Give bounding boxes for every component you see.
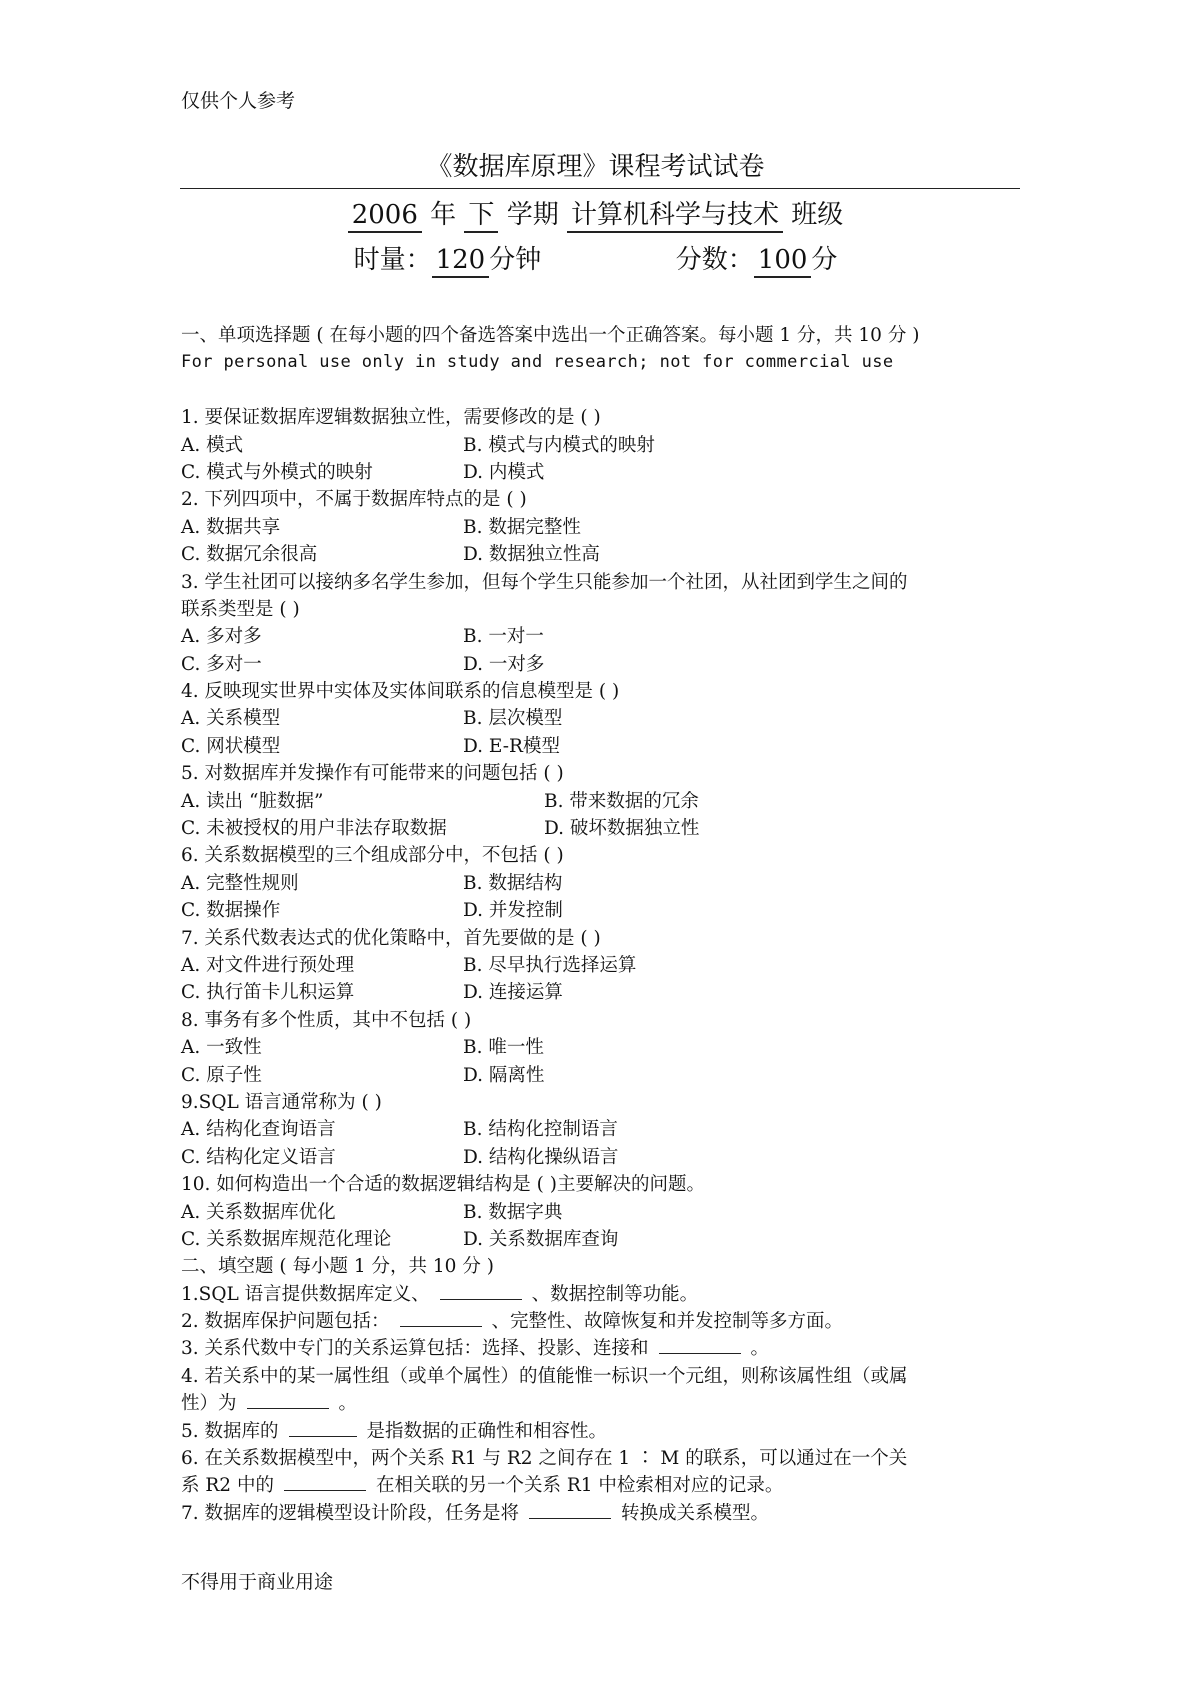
- option-b: B. 数据字典: [463, 1201, 563, 1223]
- fill-text: 3. 关系代数中专门的关系运算包括：选择、投影、连接和: [181, 1338, 649, 1360]
- section2-heading: 二、填空题 ( 每小题 1 分，共 10 分 ): [181, 1256, 494, 1278]
- title-divider: [180, 188, 1020, 189]
- year-value: 2006: [348, 201, 422, 233]
- fill-item: [181, 1308, 1021, 1335]
- option-b: B. 模式与内模式的映射: [463, 434, 655, 456]
- option-c: C. 数据冗余很高: [181, 544, 318, 566]
- question-text: 8. 事务有多个性质，其中不包括 ( ): [181, 1009, 472, 1031]
- question-text: 5. 对数据库并发操作有可能带来的问题包括 ( ): [181, 763, 564, 785]
- option-b: B. 带来数据的冗余: [544, 790, 699, 812]
- answer-blank[interactable]: [289, 1418, 357, 1437]
- option-row: [181, 651, 1021, 678]
- score-unit: 分: [811, 245, 838, 275]
- option-row: [181, 1116, 1021, 1143]
- option-d: D. 并发控制: [463, 900, 563, 922]
- fill-text: 、数据控制等功能。: [531, 1283, 699, 1305]
- header-note: 仅供个人参考: [181, 90, 296, 112]
- option-b: B. 数据结构: [463, 872, 563, 894]
- semester-value: 下: [464, 201, 498, 233]
- option-d: D. 关系数据库查询: [463, 1228, 619, 1250]
- option-b: B. 一对一: [463, 626, 544, 648]
- option-row: [181, 623, 1021, 650]
- major-value: 计算机科学与技术: [567, 201, 783, 233]
- score-value: 100: [754, 246, 812, 278]
- fill-text: 性）为: [181, 1393, 237, 1415]
- fill-text: 。: [338, 1393, 358, 1415]
- option-c: C. 原子性: [181, 1064, 262, 1086]
- option-row: [181, 432, 1021, 459]
- class-suffix: 班级: [791, 200, 844, 230]
- disclaimer-text: For personal use only in study and research; not for commercial use: [181, 352, 894, 373]
- option-d: D. 一对多: [463, 653, 545, 675]
- answer-blank[interactable]: [247, 1390, 329, 1409]
- option-d: D. 内模式: [463, 461, 545, 483]
- option-row: [181, 1062, 1021, 1089]
- option-c: C. 多对一: [181, 653, 262, 675]
- fill-text: 6. 在关系数据模型中，两个关系 R1 与 R2 之间存在 1 ∶ M 的联系，可以通过在一个关: [181, 1448, 908, 1470]
- fill-item: [181, 1445, 1021, 1472]
- option-row: [181, 733, 1021, 760]
- option-a: A. 多对多: [181, 626, 262, 648]
- option-b: B. 尽早执行选择运算: [463, 954, 637, 976]
- option-row: [181, 788, 1021, 815]
- option-a: A. 完整性规则: [181, 872, 299, 894]
- fill-item: [181, 1500, 1021, 1527]
- fill-text: 1.SQL 语言提供数据库定义、: [181, 1283, 430, 1305]
- option-d: D. 连接运算: [463, 982, 563, 1004]
- option-c: C. 结构化定义语言: [181, 1146, 336, 1168]
- option-row: [181, 1034, 1021, 1061]
- fill-text: 2. 数据库保护问题包括：: [181, 1311, 390, 1333]
- option-a: A. 结构化查询语言: [181, 1119, 336, 1141]
- footer-note: 不得用于商业用途: [181, 1571, 334, 1593]
- fill-text: 。: [750, 1338, 770, 1360]
- question-text: 2. 下列四项中，不属于数据库特点的是 ( ): [181, 489, 527, 511]
- exam-info-line: [0, 239, 1191, 278]
- option-c: C. 网状模型: [181, 735, 281, 757]
- question-text-cont: 联系类型是 ( ): [181, 598, 300, 620]
- option-row: [181, 459, 1021, 486]
- option-a: A. 关系模型: [181, 708, 281, 730]
- score-label: 分数：: [675, 245, 754, 275]
- option-c: C. 未被授权的用户非法存取数据: [181, 818, 447, 840]
- option-row: [181, 979, 1021, 1006]
- option-b: B. 层次模型: [463, 708, 563, 730]
- fill-item: [181, 1363, 1021, 1390]
- question-text: 6. 关系数据模型的三个组成部分中，不包括 ( ): [181, 845, 564, 867]
- term-line: [0, 194, 1191, 233]
- option-c: C. 执行笛卡儿积运算: [181, 982, 355, 1004]
- option-row: [181, 514, 1021, 541]
- question-text: 9.SQL 语言通常称为 ( ): [181, 1091, 382, 1113]
- option-a: A. 对文件进行预处理: [181, 954, 355, 976]
- answer-blank[interactable]: [440, 1281, 522, 1300]
- fill-text: 转换成关系模型。: [621, 1502, 770, 1524]
- fill-text: 是指数据的正确性和相容性。: [366, 1420, 608, 1442]
- answer-blank[interactable]: [659, 1335, 741, 1354]
- fill-text: 7. 数据库的逻辑模型设计阶段，任务是将: [181, 1502, 520, 1524]
- option-d: D. E-R模型: [463, 735, 560, 757]
- fill-text: 、完整性、故障恢复和并发控制等多方面。: [491, 1311, 844, 1333]
- question-text: 3. 学生社团可以接纳多名学生参加，但每个学生只能参加一个社团，从社团到学生之间的: [181, 571, 908, 593]
- fill-item: [181, 1418, 1021, 1445]
- time-unit: 分钟: [489, 245, 542, 275]
- option-a: A. 模式: [181, 434, 244, 456]
- fill-text: 5. 数据库的: [181, 1420, 279, 1442]
- question-text: 1. 要保证数据库逻辑数据独立性，需要修改的是 ( ): [181, 407, 601, 429]
- answer-blank[interactable]: [529, 1500, 611, 1519]
- option-a: A. 读出 “脏数据”: [181, 790, 324, 812]
- fill-item: [181, 1335, 1021, 1362]
- option-d: D. 破坏数据独立性: [544, 818, 700, 840]
- semester-suffix: 学期: [506, 200, 559, 230]
- option-d: D. 数据独立性高: [463, 544, 600, 566]
- fill-text: 4. 若关系中的某一属性组（或单个属性）的值能惟一标识一个元组，则称该属性组（或属: [181, 1365, 908, 1387]
- option-row: [181, 1199, 1021, 1226]
- option-b: B. 数据完整性: [463, 516, 581, 538]
- fill-questions: [181, 1281, 1021, 1528]
- question-text: 7. 关系代数表达式的优化策略中，首先要做的是 ( ): [181, 927, 601, 949]
- option-row: [181, 815, 1021, 842]
- option-c: C. 关系数据库规范化理论: [181, 1228, 392, 1250]
- option-row: [181, 541, 1021, 568]
- answer-blank[interactable]: [400, 1308, 482, 1327]
- section1-heading: 一、单项选择题 ( 在每小题的四个备选答案中选出一个正确答案。每小题 1 分，共 10 分 ): [181, 325, 920, 346]
- year-suffix: 年: [430, 200, 457, 230]
- option-row: [181, 1144, 1021, 1171]
- option-a: A. 关系数据库优化: [181, 1201, 336, 1223]
- option-row: [181, 870, 1021, 897]
- option-d: D. 结构化操纵语言: [463, 1146, 619, 1168]
- option-row: [181, 952, 1021, 979]
- option-a: A. 一致性: [181, 1037, 262, 1059]
- fill-item: [181, 1281, 1021, 1308]
- option-c: C. 模式与外模式的映射: [181, 461, 373, 483]
- fill-text: 在相关联的另一个关系 R1 中检索相对应的记录。: [375, 1475, 784, 1497]
- time-label: 时量：: [353, 245, 432, 275]
- time-value: 120: [432, 246, 490, 278]
- option-row: [181, 705, 1021, 732]
- option-b: B. 唯一性: [463, 1037, 544, 1059]
- option-c: C. 数据操作: [181, 900, 281, 922]
- choice-questions: [181, 404, 1021, 1253]
- question-text: 10. 如何构造出一个合适的数据逻辑结构是 ( )主要解决的问题。: [181, 1174, 706, 1196]
- option-a: A. 数据共享: [181, 516, 281, 538]
- answer-blank[interactable]: [284, 1472, 366, 1491]
- option-row: [181, 897, 1021, 924]
- option-d: D. 隔离性: [463, 1064, 545, 1086]
- exam-body: [181, 322, 1021, 1527]
- option-row: [181, 1226, 1021, 1253]
- fill-item-cont: [181, 1390, 1021, 1417]
- exam-title: 《数据库原理》课程考试试卷: [426, 152, 765, 182]
- fill-text: 系 R2 中的: [181, 1475, 274, 1497]
- option-b: B. 结构化控制语言: [463, 1119, 618, 1141]
- question-text: 4. 反映现实世界中实体及实体间联系的信息模型是 ( ): [181, 681, 620, 703]
- fill-item-cont: [181, 1472, 1021, 1499]
